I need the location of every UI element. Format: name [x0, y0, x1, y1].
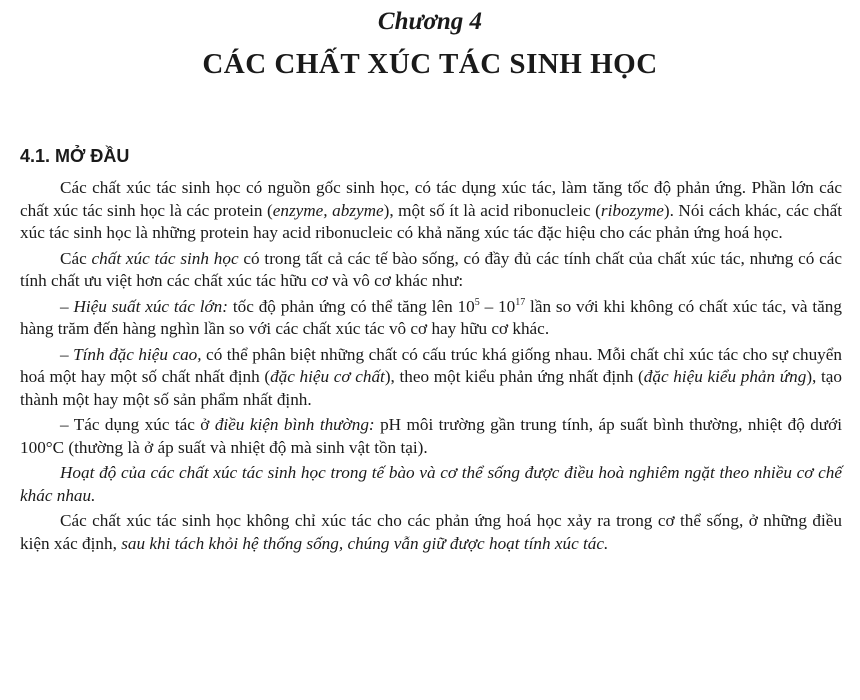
paragraph-1: Các chất xúc tác sinh học có nguồn gốc sinh học, có tác dụng xúc tác, làm tăng tốc độ phản ứng. Phần lớn các chất xúc tác sinh học là các protein (enzyme, abzyme), một số ít là acid ribonucleic (ribozyme). Nói cách khác, các chất xúc tác sinh học là những protein hay acid ribonucleic có khả năng xúc tác đặc hiệu cho các phản ứng hoá học. — [20, 178, 842, 242]
body-text — [20, 177, 842, 558]
section-heading: 4.1. MỞ ĐẦU — [20, 146, 130, 166]
paragraph-5: – Tác dụng xúc tác ở điều kiện bình thường: pH môi trường gần trung tính, áp suất bình thường, nhiệt độ dưới 100°C (thường là ở áp suất và nhiệt độ mà sinh vật tồn tại). — [20, 415, 842, 457]
chapter-label: Chương 4 — [377, 8, 483, 35]
paragraph-6: Hoạt độ của các chất xúc tác sinh học trong tế bào và cơ thể sống được điều hoà nghiêm ngặt theo nhiều cơ chế khác nhau. — [20, 463, 842, 505]
paragraph-4: – Tính đặc hiệu cao, có thể phân biệt những chất có cấu trúc khá giống nhau. Mỗi chất chỉ xúc tác cho sự chuyển hoá một hay một số chất nhất định (đặc hiệu cơ chất), theo một kiểu phản ứng nhất định (đặc hiệu kiểu phản ứng), tạo thành một hay một số sản phẩm nhất định. — [20, 344, 843, 409]
chapter-title: CÁC CHẤT XÚC TÁC SINH HỌC — [202, 48, 658, 80]
paragraph-3: – Hiệu suất xúc tác lớn: tốc độ phản ứng có thể tăng lên $10^5 - 10^{17}$ lần so với khi không có chất xúc tác, và tăng hàng trăm đến hàng nghìn lần so với các chất xúc tác vô cơ hay hữu cơ khác. — [20, 296, 842, 338]
paragraph-2: Các chất xúc tác sinh học có trong tất cả các tế bào sống, có đầy đủ các tính chất của chất xúc tác, nhưng có các tính chất ưu việt hơn các chất xúc tác hữu cơ và vô cơ khác như: — [20, 248, 842, 290]
paragraph-7: Các chất xúc tác sinh học không chỉ xúc tác cho các phản ứng hoá học xảy ra trong cơ thể sống, ở những điều kiện xác định, sau khi tách khỏi hệ thống sống, chúng vẫn giữ được hoạt tính xúc tác. — [20, 511, 842, 553]
